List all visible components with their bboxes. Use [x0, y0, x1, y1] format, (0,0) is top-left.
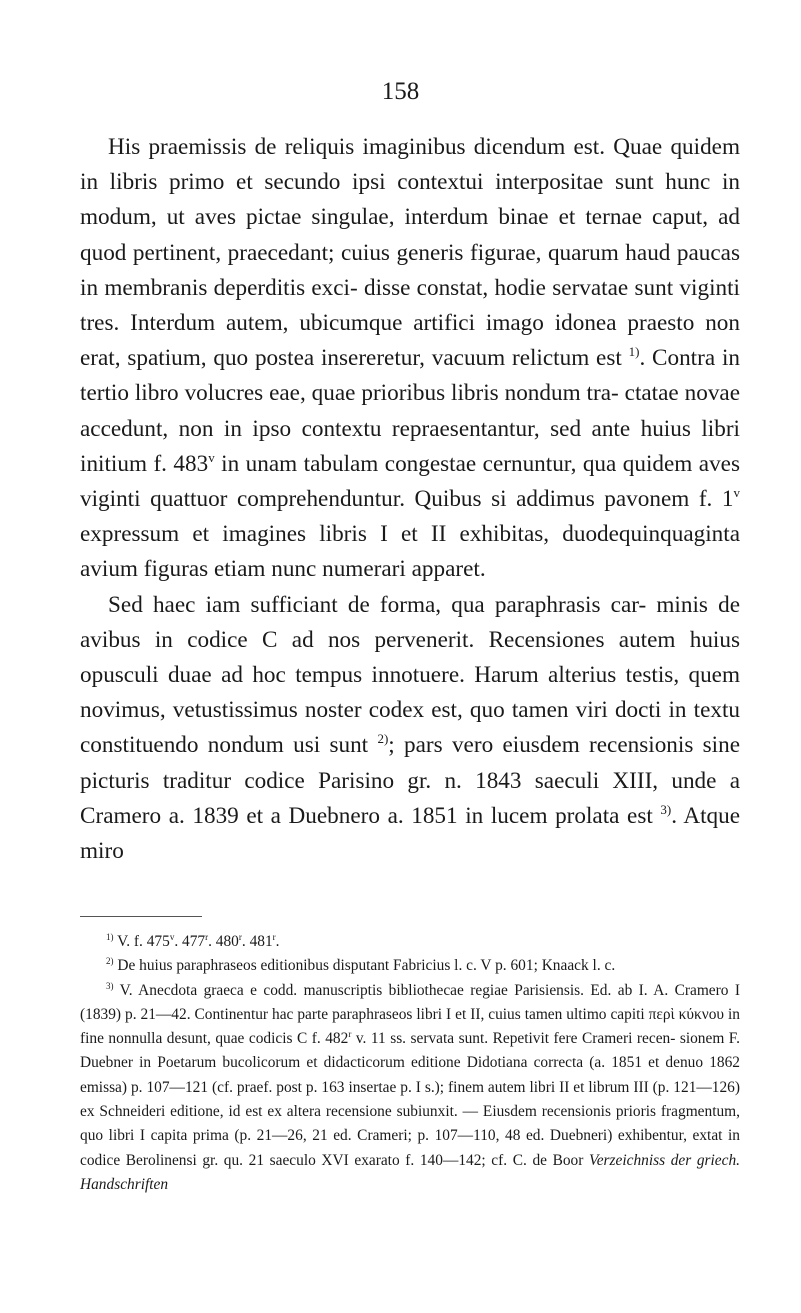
footnote-ref-2: 2) — [377, 731, 389, 747]
footnotes — [80, 930, 740, 1197]
paragraph-2: Sed haec iam sufficiant de forma, qua paraphrasis car- minis de avibus in codice C ad nos pervenerit. Recensiones autem huius opusculi duae ad hoc tempus innotuere. Harum alterius testis, quem novimus, vetustissimus noster codex est, quo tamen viri docti in textu constituendo nondum usi sunt $^{2)}$; pars vero eiusdem recensionis sine picturis traditur codice Parisino gr. n. 1843 saeculi XIII, unde a Cramero a. 1839 et a Duebnero a. 1851 in lucem prolata est $^{3)}$. Atque miro — [80, 591, 741, 865]
footnote-2: $^{2)}$ De huius paraphraseos editionibus disputant Fabricius l. c. V p. 601; Knaack l. c. — [106, 956, 616, 975]
footnote-1: $^{1)}$ V. f. 475$^v$. 477$^r$. 480$^r$. 481$^r$. — [106, 932, 280, 950]
page-number: 158 — [381, 78, 420, 105]
footnote-3: $^{3)}$ V. Anecdota graeca e codd. manuscriptis bibliothecae regiae Parisiensis. Ed. ab I. A. Cramero I (1839) p. 21—42. Continentur hac parte paraphraseos libri I et II, cuius tamen ultimo capiti περὶ κύκνου in fine nonnulla desunt, quae codicis C f. 482$^r$ v. 11 ss. servata sunt. Repetivit fere Crameri recen- sionem F. Duebner in Poetarum bucolicorum et didacticorum editione Didotiana correcta (a. 1851 et denuo 1862 emissa) p. 107—121 (cf. praef. post p. 163 insertae p. I s.); finem autem libri II et librum III (p. 121—126) ex Schneideri editione, id est ex altera recensione subiunxit. — Eiusdem recensionis prioris fragmentum, quo libri I capita prima (p. 21—26, 21 ed. Crameri; p. 107—110, 48 ed. Duebneri) exhibentur, extat in codice Berolinensi gr. qu. 21 saeculo XVI exarato f. 140—142; cf. C. de Boor Verzeichniss der griech. Handschriften — [80, 980, 740, 1193]
paragraph-1: His praemissis de reliquis imaginibus dicendum est. Quae quidem in libris primo et secundo ipsi contextui interpositae sunt hunc in modum, ut aves pictae singulae, interdum binae et ternae caput, ad quod pertinent, praecedant; cuius generis figurae, quarum haud paucas in membranis deperditis exci- disse constat, hodie servatae sunt viginti tres. Interdum autem, ubicumque artifici imago idonea praesto non erat, spatium, quo postea insereretur, vacuum relictum est $^{1)}$. Contra in tertio libro volucres eae, quae prioribus libris nondum tra- ctatae novae accedunt, non in ipso contextu repraesentantur, sed ante huius libri initium f. 483$^v$ in unam tabulam congestae cernuntur, qua quidem aves viginti quattuor comprehenduntur. Quibus si addimus pavonem f. 1$^v$ expressum et imagines libris I et II exhibitas, duodequinquaginta avium figuras etiam nunc numerari apparet. — [80, 134, 740, 583]
italic-citation: Verzeichniss der griech. Handschriften — [80, 1151, 740, 1193]
main-text — [80, 130, 740, 869]
footnote-separator — [80, 916, 202, 917]
footnote-ref-1: 1) — [628, 344, 640, 360]
footnote-ref-3: 3) — [660, 801, 672, 817]
